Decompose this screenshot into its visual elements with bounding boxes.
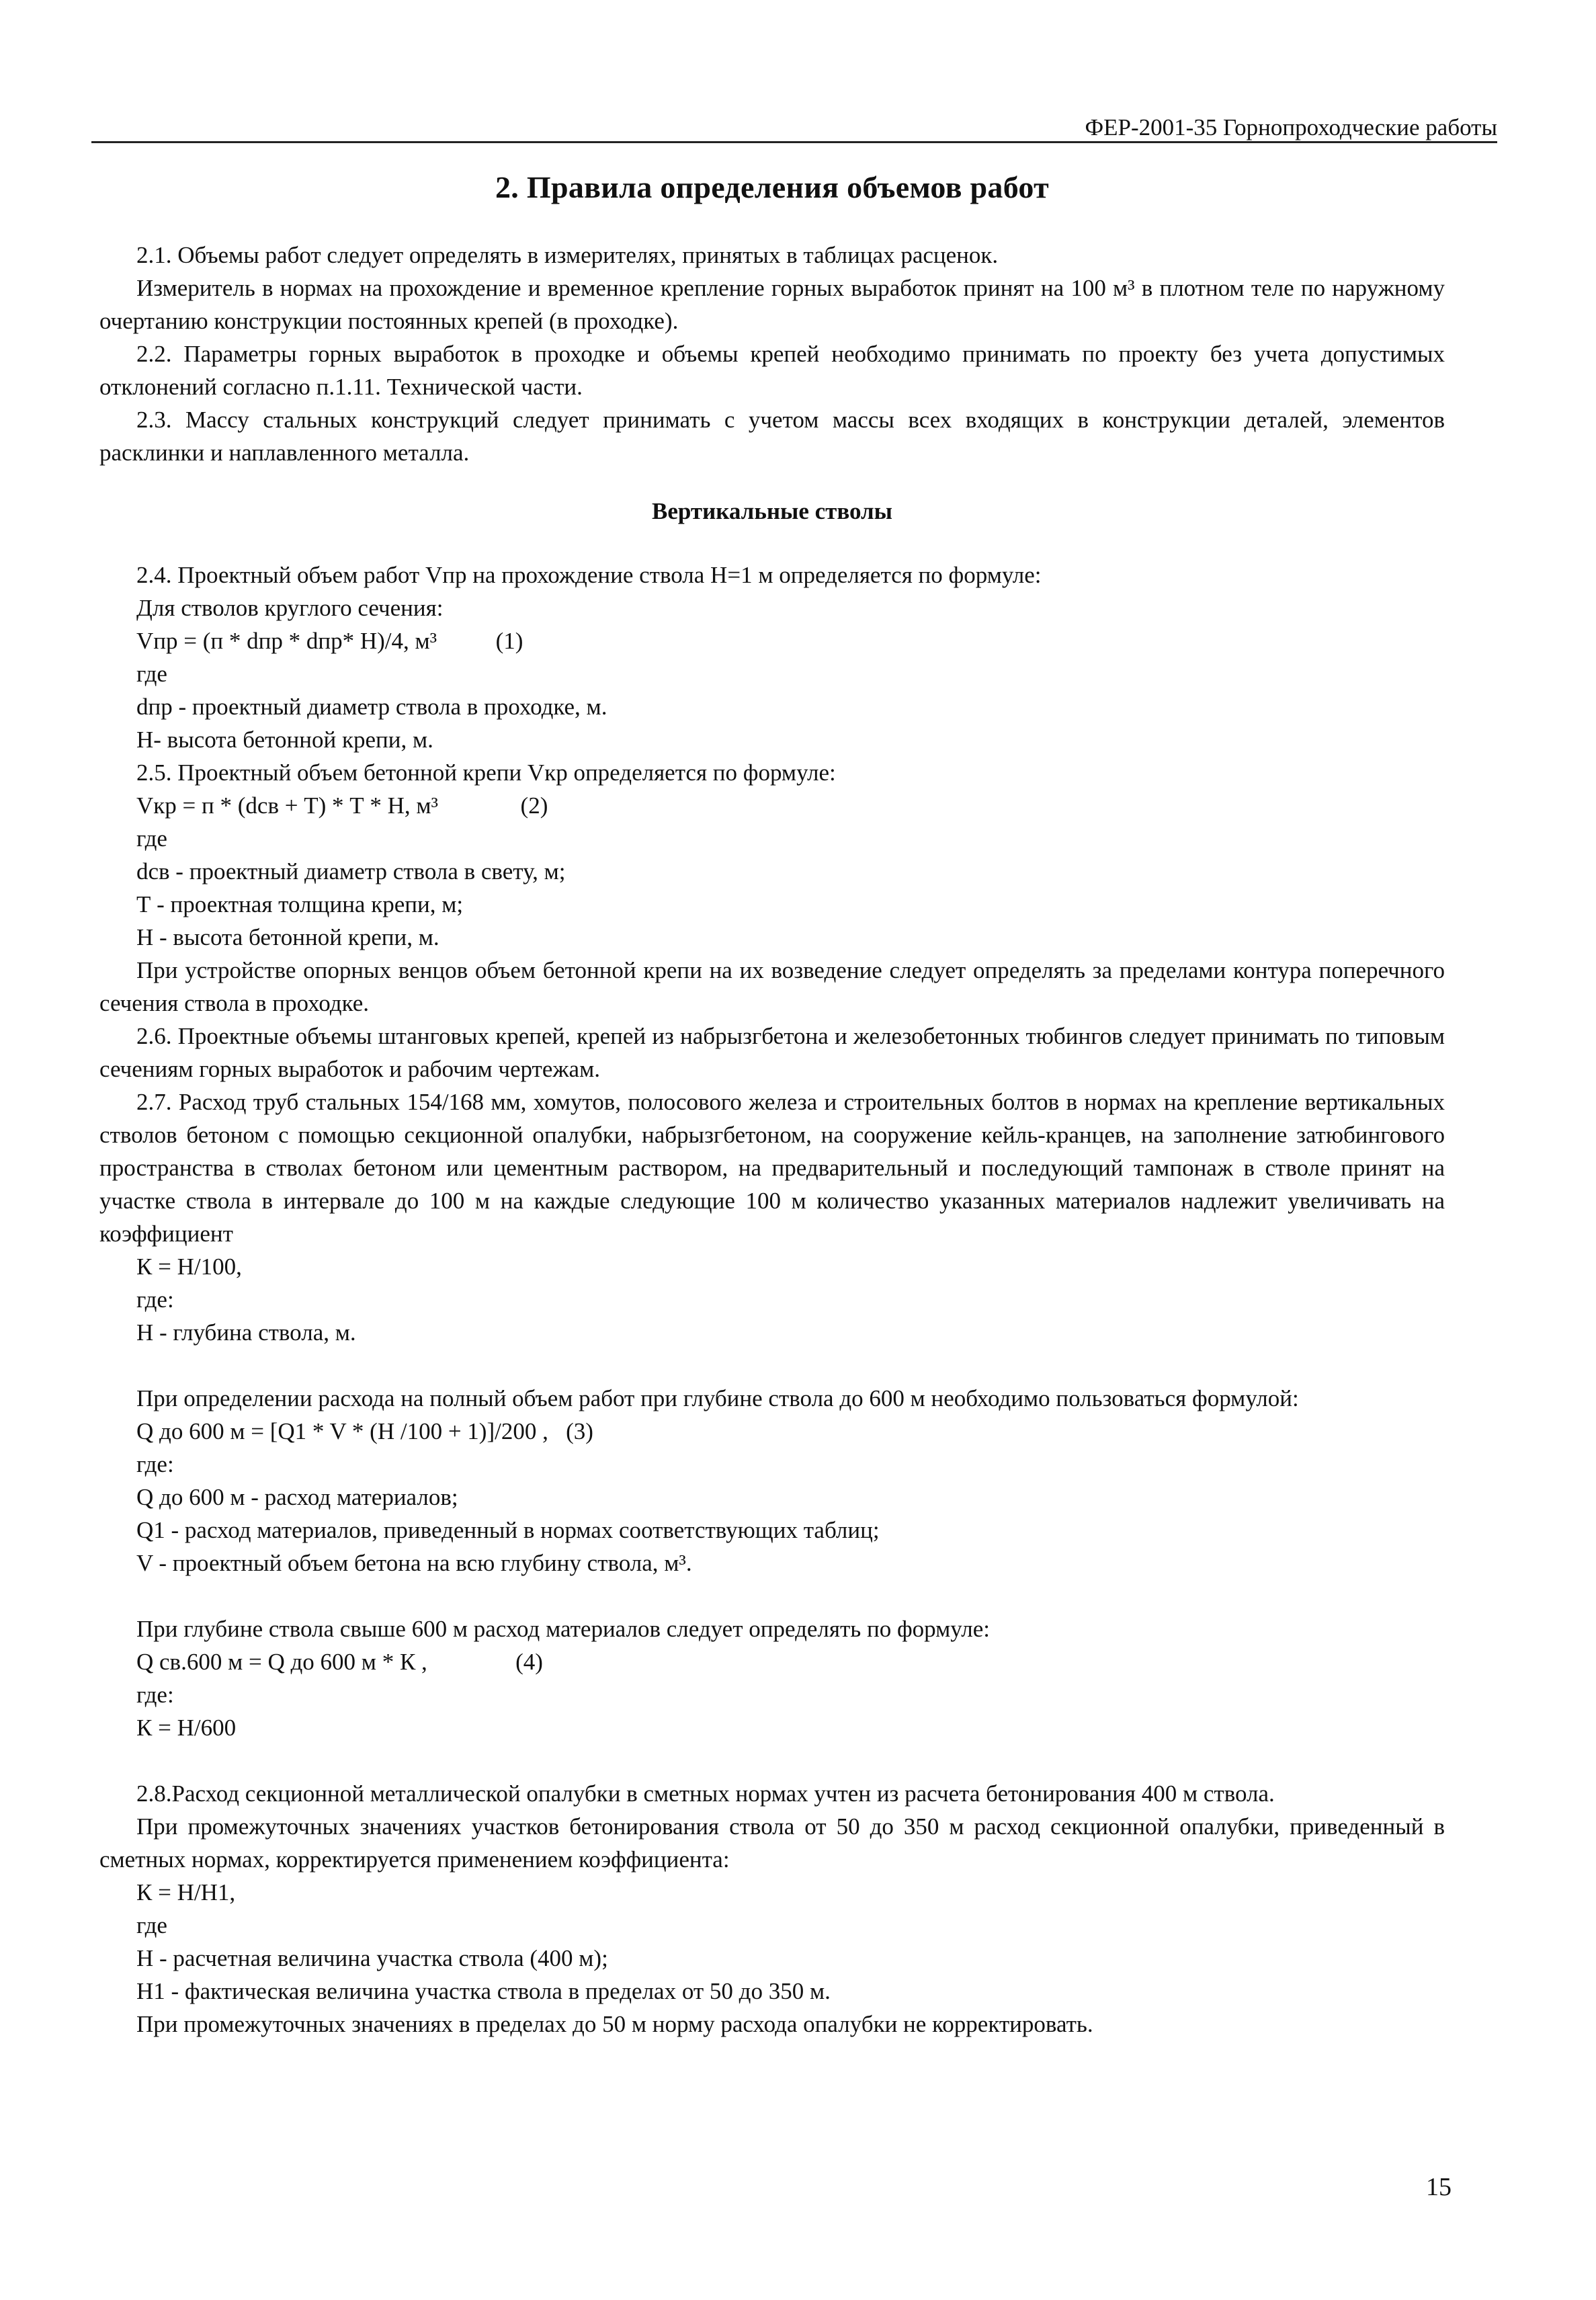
paragraph-over-600: При глубине ствола свыше 600 м расход материалов следует определять по формуле: [136, 1616, 990, 1642]
paragraph-2-5: 2.5. Проектный объем бетонной крепи Vкр определяется по формуле: [136, 759, 836, 786]
formula-3-expression: Q до 600 м = [Q1 * V * (Н /100 + 1)]/200 , [136, 1418, 548, 1444]
where-label: где: [136, 1286, 174, 1313]
paragraph-2-6: 2.6. Проектные объемы штанговых крепей, крепей из набрызгбетона и железобетонных тюбингов следует принимать по типовым сечениям горных выработок и рабочим чертежам. [99, 1023, 1445, 1082]
paragraph-2-4: 2.4. Проектный объем работ Vпр на прохождение ствола Н=1 м определяется по формуле: [136, 562, 1042, 588]
formula-2-expression: Vкр = п * (dсв + Т) * Т * Н, м³ [136, 792, 439, 819]
formula-4 [99, 1645, 1445, 1678]
paragraph-2-2: 2.2. Параметры горных выработок в проходке и объемы крепей необходимо принимать по проекту без учета допустимых отклонений согласно п.1.11. Технической части. [99, 341, 1445, 400]
section-title: 2. Правила определения объемов работ [495, 170, 1049, 204]
formula-k-h1: К = Н/Н1, [136, 1879, 236, 1905]
paragraph-intermediate: При промежуточных значениях участков бетонирования ствола от 50 до 350 м расход секционной опалубки, приведенный в сметных нормах, корректируется применением коэффициента: [99, 1813, 1445, 1873]
paragraph-2-8: 2.8.Расход секционной металлической опалубки в сметных нормах учтен из расчета бетонирования 400 м ствола. [136, 1780, 1275, 1807]
formula-2 [99, 789, 1445, 822]
spacer [99, 1349, 1445, 1382]
paragraph-2-7: 2.7. Расход труб стальных 154/168 мм, хомутов, полосового железа и строительных болтов в нормах на крепление вертикальных стволов бетоном с помощью секционной опалубки, набрызгбетоном, на сооружение кейль-кранцев, на заполнение затюбингового пространства в стволах бетоном или цементным раствором, на предварительный и последующий тампонаж в стволе принят на участке ствола в интервале до 100 м на каждые следующие 100 м количество указанных материалов надлежит увеличивать на коэффициент [99, 1089, 1445, 1247]
definition-q1: Q1 - расход материалов, приведенный в нормах соответствующих таблиц; [136, 1517, 880, 1543]
paragraph-last: При промежуточных значениях в пределах до 50 м норму расхода опалубки не корректировать. [136, 2011, 1093, 2037]
formula-4-number: (4) [515, 1649, 543, 1675]
definition-h: Н- высота бетонной крепи, м. [136, 727, 433, 753]
definition-dsv: dсв - проектный диаметр ствола в свету, м; [136, 858, 566, 885]
where-label: где: [136, 1451, 174, 1477]
paragraph-2-4-round: Для стволов круглого сечения: [136, 595, 444, 621]
where-label: где [136, 661, 167, 687]
formula-3-number: (3) [566, 1418, 593, 1444]
formula-4-expression: Q св.600 м = Q до 600 м * К , [136, 1649, 427, 1675]
subsection-title: Вертикальные стволы [652, 498, 892, 524]
spacer [99, 1579, 1445, 1612]
paragraph-up-to-600: При определении расхода на полный объем работ при глубине ствола до 600 м необходимо пользоваться формулой: [136, 1385, 1299, 1411]
formula-k-600: К = Н/600 [136, 1715, 237, 1741]
paragraph-2-1: 2.1. Объемы работ следует определять в измерителях, принятых в таблицах расценок. [136, 242, 999, 268]
page-number: 15 [1426, 2173, 1452, 2201]
definition-h1-fact: Н1 - фактическая величина участка ствола в пределах от 50 до 350 м. [136, 1978, 831, 2004]
paragraph-2-1-measure: Измеритель в нормах на прохождение и временное крепление горных выработок принят на 100 м³ в плотном теле по наружному очертанию конструкции постоянных крепей (в проходке). [99, 275, 1445, 334]
paragraph-support-rings: При устройстве опорных венцов объем бетонной крепи на их возведение следует определять за пределами контура поперечного сечения ствола в проходке. [99, 957, 1445, 1016]
page-content [99, 168, 1445, 2041]
running-header: ФЕР-2001-35 Горнопроходческие работы [1085, 114, 1497, 140]
paragraph-2-3: 2.3. Массу стальных конструкций следует принимать с учетом массы всех входящих в конструкции деталей, элементов расклинки и наплавленного металла. [99, 407, 1445, 466]
formula-k-100: К = Н/100, [136, 1254, 242, 1280]
formula-3 [99, 1415, 1445, 1448]
definition-t: Т - проектная толщина крепи, м; [136, 891, 464, 917]
spacer [99, 1744, 1445, 1777]
where-label: где [136, 1912, 167, 1938]
formula-1-expression: Vпр = (п * dпр * dпр* Н)/4, м³ [136, 628, 437, 654]
definition-dpr: dпр - проектный диаметр ствола в проходке, м. [136, 694, 607, 720]
header-rule [91, 141, 1497, 143]
definition-h-calc: Н - расчетная величина участка ствола (400 м); [136, 1945, 608, 1971]
definition-depth: Н - глубина ствола, м. [136, 1319, 356, 1346]
where-label: где [136, 825, 167, 852]
definition-h: Н - высота бетонной крепи, м. [136, 924, 439, 950]
definition-q600: Q до 600 м - расход материалов; [136, 1484, 458, 1510]
formula-1 [99, 624, 1445, 657]
formula-2-number: (2) [520, 792, 548, 819]
where-label: где: [136, 1682, 174, 1708]
formula-1-number: (1) [495, 628, 523, 654]
definition-v: V - проектный объем бетона на всю глубину ствола, м³. [136, 1550, 692, 1576]
